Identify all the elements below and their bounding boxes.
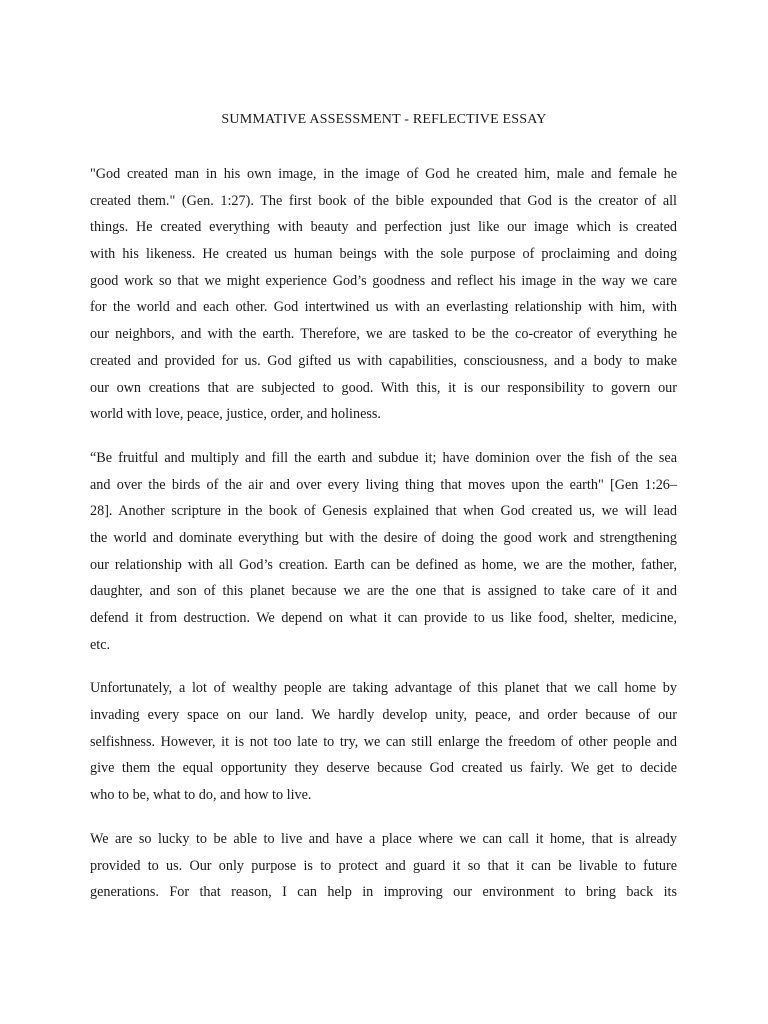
text-line: invading every space on our land. We hardly develop unity, peace, and order because of our (90, 707, 677, 724)
text-line: with his likeness. He created us human beings with the sole purpose of proclaiming and doing (90, 246, 677, 263)
text-line: give them the equal opportunity they deserve because God created us fairly. We get to decide (90, 760, 677, 777)
paragraph-3 (90, 675, 677, 808)
text-line: and over the birds of the air and over every living thing that moves upon the earth" [Gen 1:26– (90, 476, 677, 493)
text-line: provided to us. Our only purpose is to protect and guard it so that it can be livable to future (90, 857, 677, 874)
text-line: things. He created everything with beauty and perfection just like our image which is created (90, 219, 677, 236)
text-line: our own creations that are subjected to good. With this, it is our responsibility to govern our (90, 379, 677, 396)
essay-body (90, 161, 677, 923)
text-line: defend it from destruction. We depend on what it can provide to us like food, shelter, medicine, (90, 610, 677, 626)
text-line: "God created man in his own image, in the image of God he created him, male and female he (90, 166, 677, 182)
text-line: world with love, peace, justice, order, and holiness. (90, 406, 381, 423)
text-line: created and provided for us. God gifted us with capabilities, consciousness, and a body to make (90, 352, 677, 369)
document-title: SUMMATIVE ASSESSMENT - REFLECTIVE ESSAY (221, 112, 547, 127)
text-line: created them." (Gen. 1:27). The first book of the bible expounded that God is the creator of all (90, 192, 677, 209)
text-line: our neighbors, and with the earth. Therefore, we are tasked to be the co-creator of everything he (90, 326, 677, 343)
text-line: who to be, what to do, and how to live. (90, 787, 312, 804)
paragraph-2 (90, 445, 677, 659)
text-line: We are so lucky to be able to live and have a place where we can call it home, that is already (90, 830, 677, 847)
paragraph-1 (90, 161, 677, 428)
text-line: the world and dominate everything but with the desire of doing the good work and strengthening (90, 529, 677, 546)
text-line: generations. For that reason, I can help in improving our environment to bring back its (90, 884, 677, 901)
text-line: good work so that we might experience God’s goodness and reflect his image in the way we care (90, 272, 677, 289)
text-line: our relationship with all God’s creation. Earth can be defined as home, we are the mother, father, (90, 556, 677, 573)
text-line: Unfortunately, a lot of wealthy people are taking advantage of this planet that we call home by (90, 680, 677, 697)
text-line: etc. (90, 636, 111, 653)
text-line: for the world and each other. God intertwined us with an everlasting relationship with him, with (90, 299, 677, 316)
text-line: selfishness. However, it is not too late to try, we can still enlarge the freedom of other people and (90, 733, 677, 750)
text-line: daughter, and son of this planet because we are the one that is assigned to take care of it and (90, 583, 677, 600)
text-line: “Be fruitful and multiply and fill the earth and subdue it; have dominion over the fish of the sea (90, 449, 677, 466)
paragraph-4 (90, 826, 677, 906)
text-line: 28]. Another scripture in the book of Genesis explained that when God created us, we will lead (90, 503, 677, 520)
